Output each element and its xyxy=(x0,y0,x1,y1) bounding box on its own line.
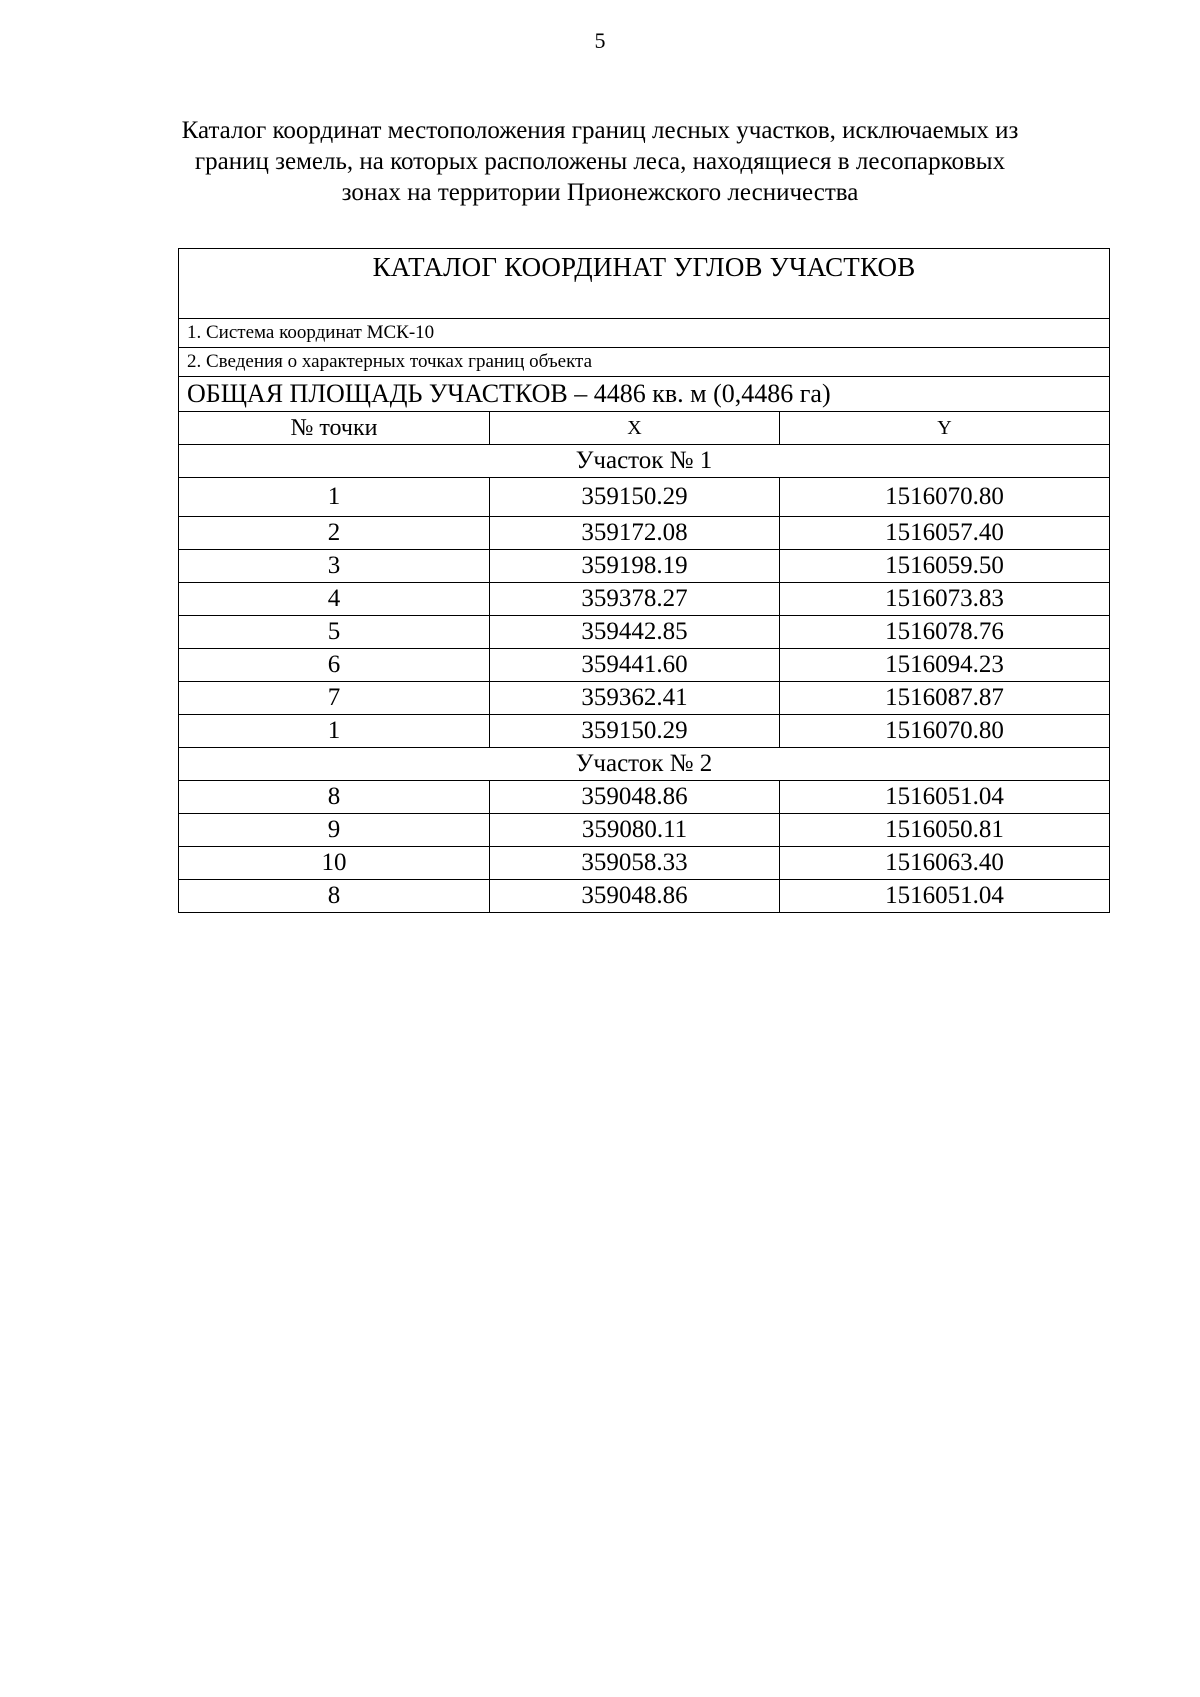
point-number-cell: 5 xyxy=(179,616,490,649)
table-row xyxy=(179,478,1110,517)
table-row xyxy=(179,814,1110,847)
point-number-cell: 2 xyxy=(179,517,490,550)
x-coordinate-cell: 359048.86 xyxy=(490,880,780,913)
table-row xyxy=(179,682,1110,715)
y-coordinate-cell: 1516063.40 xyxy=(780,847,1110,880)
total-area-row xyxy=(179,377,1110,412)
table-caption-row xyxy=(179,249,1110,319)
table-row xyxy=(179,781,1110,814)
column-header-row xyxy=(179,412,1110,445)
x-coordinate-cell: 359172.08 xyxy=(490,517,780,550)
column-header-point: № точки xyxy=(179,412,490,445)
x-coordinate-cell: 359048.86 xyxy=(490,781,780,814)
point-number-cell: 9 xyxy=(179,814,490,847)
point-number-cell: 3 xyxy=(179,550,490,583)
x-coordinate-cell: 359441.60 xyxy=(490,649,780,682)
y-coordinate-cell: 1516051.04 xyxy=(780,880,1110,913)
total-area: ОБЩАЯ ПЛОЩАДЬ УЧАСТКОВ – 4486 кв. м (0,4486 га) xyxy=(179,377,1110,412)
point-number-cell: 8 xyxy=(179,880,490,913)
point-number-cell: 8 xyxy=(179,781,490,814)
section-row xyxy=(179,445,1110,478)
section-row xyxy=(179,748,1110,781)
table-row xyxy=(179,550,1110,583)
boundary-points-note: 2. Сведения о характерных точках границ объекта xyxy=(179,348,1110,377)
section-title: Участок № 1 xyxy=(179,445,1110,478)
y-coordinate-cell: 1516094.23 xyxy=(780,649,1110,682)
point-number-cell: 1 xyxy=(179,715,490,748)
table-row xyxy=(179,616,1110,649)
y-coordinate-cell: 1516051.04 xyxy=(780,781,1110,814)
x-coordinate-cell: 359378.27 xyxy=(490,583,780,616)
point-number-cell: 7 xyxy=(179,682,490,715)
y-coordinate-cell: 1516070.80 xyxy=(780,715,1110,748)
y-coordinate-cell: 1516070.80 xyxy=(780,478,1110,517)
x-coordinate-cell: 359058.33 xyxy=(490,847,780,880)
column-header-x: X xyxy=(490,412,780,445)
page-number: 5 xyxy=(594,28,606,53)
table-caption: КАТАЛОГ КООРДИНАТ УГЛОВ УЧАСТКОВ xyxy=(179,249,1110,319)
y-coordinate-cell: 1516073.83 xyxy=(780,583,1110,616)
table-row xyxy=(179,517,1110,550)
point-number-cell: 6 xyxy=(179,649,490,682)
table-row xyxy=(179,583,1110,616)
table-row xyxy=(179,715,1110,748)
point-number-cell: 4 xyxy=(179,583,490,616)
x-coordinate-cell: 359198.19 xyxy=(490,550,780,583)
table-row xyxy=(179,880,1110,913)
document-title-line: границ земель, на которых расположены леса, находящиеся в лесопарковых xyxy=(194,148,1006,175)
y-coordinate-cell: 1516050.81 xyxy=(780,814,1110,847)
y-coordinate-cell: 1516059.50 xyxy=(780,550,1110,583)
x-coordinate-cell: 359362.41 xyxy=(490,682,780,715)
column-header-y: Y xyxy=(780,412,1110,445)
point-number-cell: 10 xyxy=(179,847,490,880)
coordinate-system-note: 1. Система координат МСК-10 xyxy=(179,319,1110,348)
y-coordinate-cell: 1516078.76 xyxy=(780,616,1110,649)
table-row xyxy=(179,847,1110,880)
x-coordinate-cell: 359150.29 xyxy=(490,715,780,748)
y-coordinate-cell: 1516057.40 xyxy=(780,517,1110,550)
document-title-line: зонах на территории Прионежского лесничества xyxy=(341,179,859,206)
document-title-line: Каталог координат местоположения границ лесных участков, исключаемых из xyxy=(181,117,1019,144)
y-coordinate-cell: 1516087.87 xyxy=(780,682,1110,715)
document-title xyxy=(120,115,1080,208)
x-coordinate-cell: 359150.29 xyxy=(490,478,780,517)
table-row xyxy=(179,649,1110,682)
point-number-cell: 1 xyxy=(179,478,490,517)
section-title: Участок № 2 xyxy=(179,748,1110,781)
info-row xyxy=(179,348,1110,377)
coordinates-table xyxy=(178,248,1110,913)
info-row xyxy=(179,319,1110,348)
x-coordinate-cell: 359442.85 xyxy=(490,616,780,649)
x-coordinate-cell: 359080.11 xyxy=(490,814,780,847)
